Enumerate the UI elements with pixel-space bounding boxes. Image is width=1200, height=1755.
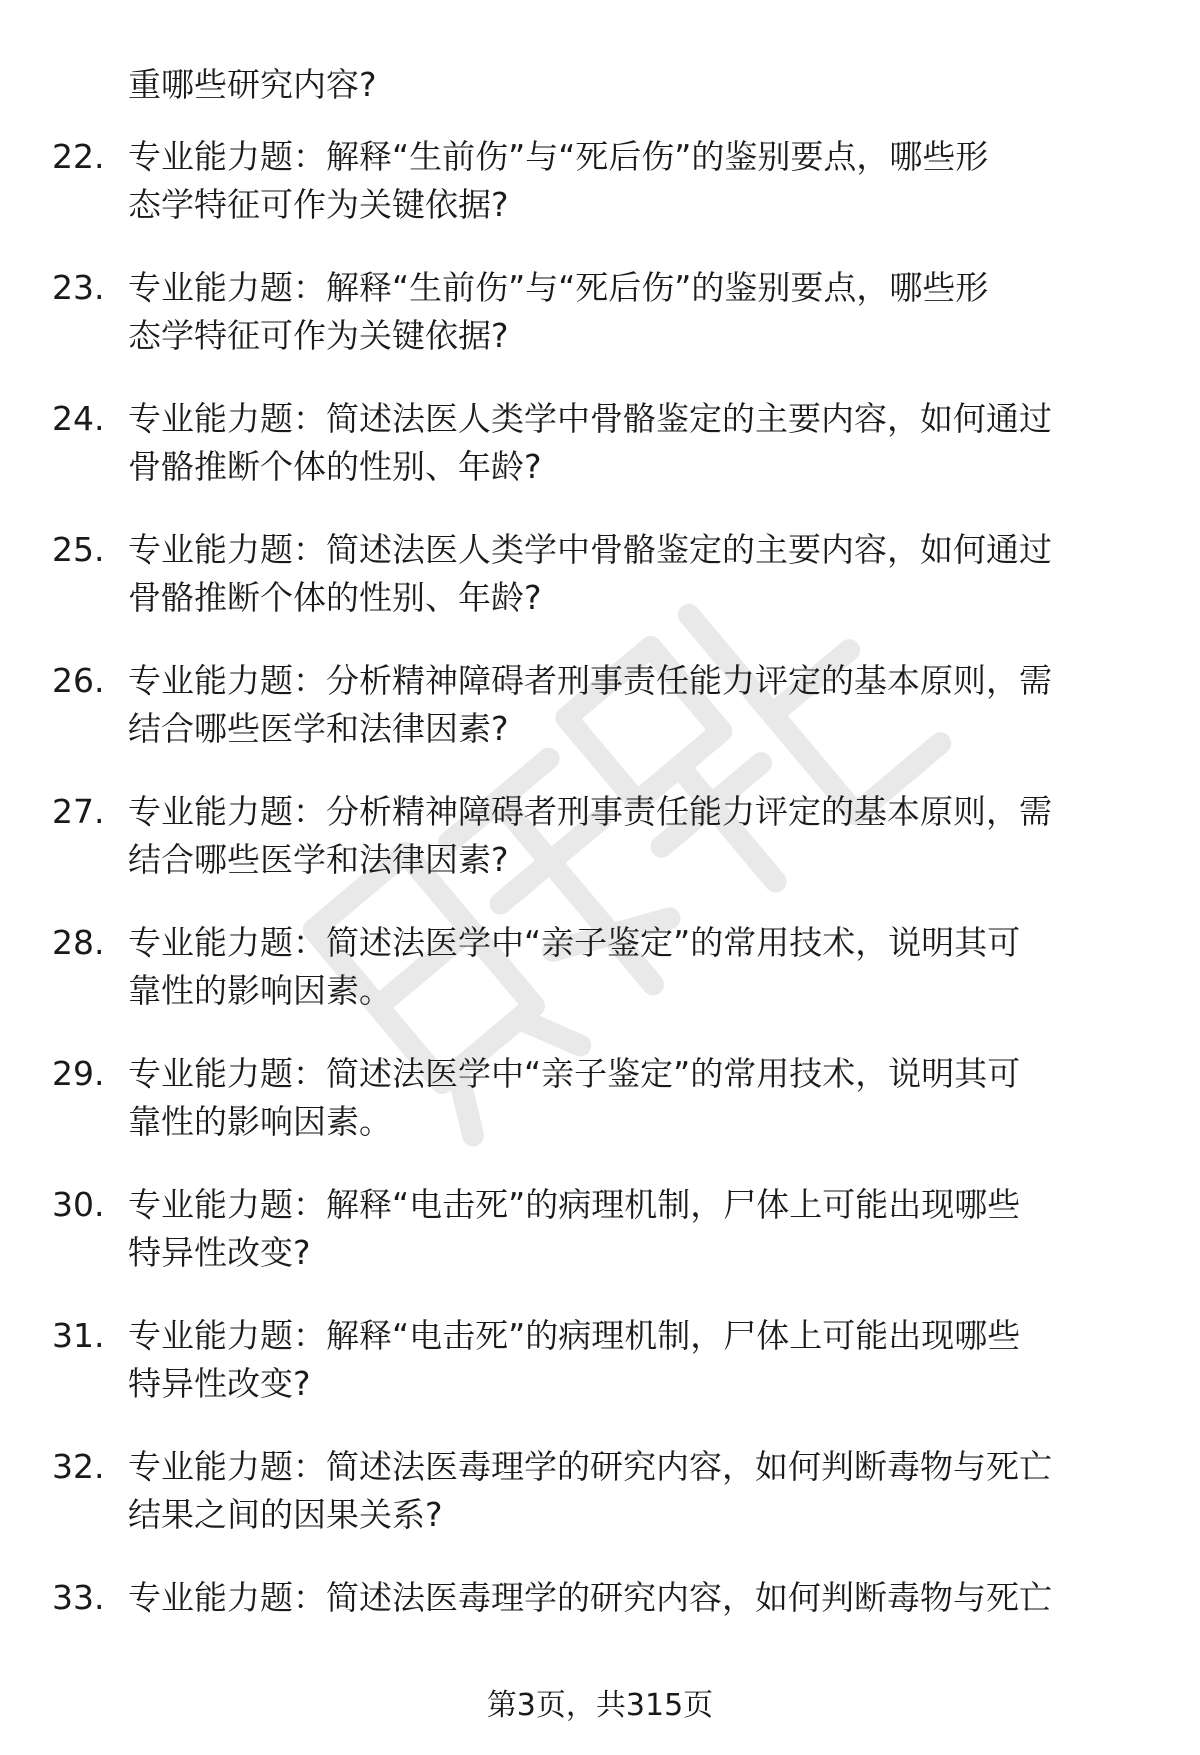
- question-text-line: 专业能力题：分析精神障碍者刑事责任能力评定的基本原则，需: [128, 661, 1052, 700]
- question-number: 26.: [52, 661, 105, 700]
- question-item: [0, 1051, 1200, 1182]
- question-item: [0, 920, 1200, 1051]
- question-number: 25.: [52, 530, 105, 569]
- question-text-line: 特异性改变?: [128, 1364, 311, 1403]
- question-number: 31.: [52, 1316, 105, 1355]
- question-text-line: 专业能力题：解释“电击死”的病理机制，尸体上可能出现哪些: [128, 1316, 1021, 1355]
- question-text-line: 专业能力题：简述法医人类学中骨骼鉴定的主要内容，如何通过: [128, 399, 1052, 438]
- question-text-line: 骨骼推断个体的性别、年龄?: [128, 447, 542, 486]
- question-number: 33.: [52, 1578, 105, 1617]
- question-item: [0, 1182, 1200, 1313]
- question-number: 29.: [52, 1054, 105, 1093]
- question-text-line: 结果之间的因果关系?: [128, 1495, 443, 1534]
- question-number: 32.: [52, 1447, 105, 1486]
- question-item: [0, 789, 1200, 920]
- question-number: 23.: [52, 268, 105, 307]
- question-number: 22.: [52, 137, 105, 176]
- question-number: 27.: [52, 792, 105, 831]
- question-number: 30.: [52, 1185, 105, 1224]
- question-text-line: 专业能力题：简述法医人类学中骨骼鉴定的主要内容，如何通过: [128, 530, 1052, 569]
- page-footer: 第3页，共315页: [486, 1688, 714, 1723]
- question-item: [0, 1313, 1200, 1444]
- question-text-line: 态学特征可作为关键依据?: [128, 185, 509, 224]
- continuation-text: 重哪些研究内容?: [128, 65, 377, 104]
- question-text-line: 专业能力题：简述法医毒理学的研究内容，如何判断毒物与死亡: [128, 1578, 1052, 1617]
- question-text-line: 专业能力题：简述法医学中“亲子鉴定”的常用技术，说明其可: [128, 923, 1021, 962]
- question-list: [0, 134, 1200, 1706]
- question-text-line: 专业能力题：解释“生前伤”与“死后伤”的鉴别要点，哪些形: [128, 137, 989, 176]
- question-text-line: 特异性改变?: [128, 1233, 311, 1272]
- question-item: [0, 527, 1200, 658]
- question-item: [0, 265, 1200, 396]
- question-text-line: 专业能力题：分析精神障碍者刑事责任能力评定的基本原则，需: [128, 792, 1052, 831]
- question-text-line: 靠性的影响因素。: [128, 971, 392, 1010]
- question-number: 28.: [52, 923, 105, 962]
- question-item: [0, 658, 1200, 789]
- question-text-line: 专业能力题：解释“生前伤”与“死后伤”的鉴别要点，哪些形: [128, 268, 989, 307]
- question-text-line: 骨骼推断个体的性别、年龄?: [128, 578, 542, 617]
- question-text-line: 结合哪些医学和法律因素?: [128, 709, 509, 748]
- question-text-line: 专业能力题：简述法医毒理学的研究内容，如何判断毒物与死亡: [128, 1447, 1052, 1486]
- question-item: [0, 1444, 1200, 1575]
- question-number: 24.: [52, 399, 105, 438]
- question-item: [0, 134, 1200, 265]
- question-text-line: 专业能力题：简述法医学中“亲子鉴定”的常用技术，说明其可: [128, 1054, 1021, 1093]
- question-item: [0, 396, 1200, 527]
- question-text-line: 态学特征可作为关键依据?: [128, 316, 509, 355]
- question-text-line: 靠性的影响因素。: [128, 1102, 392, 1141]
- question-text-line: 专业能力题：解释“电击死”的病理机制，尸体上可能出现哪些: [128, 1185, 1021, 1224]
- question-text-line: 结合哪些医学和法律因素?: [128, 840, 509, 879]
